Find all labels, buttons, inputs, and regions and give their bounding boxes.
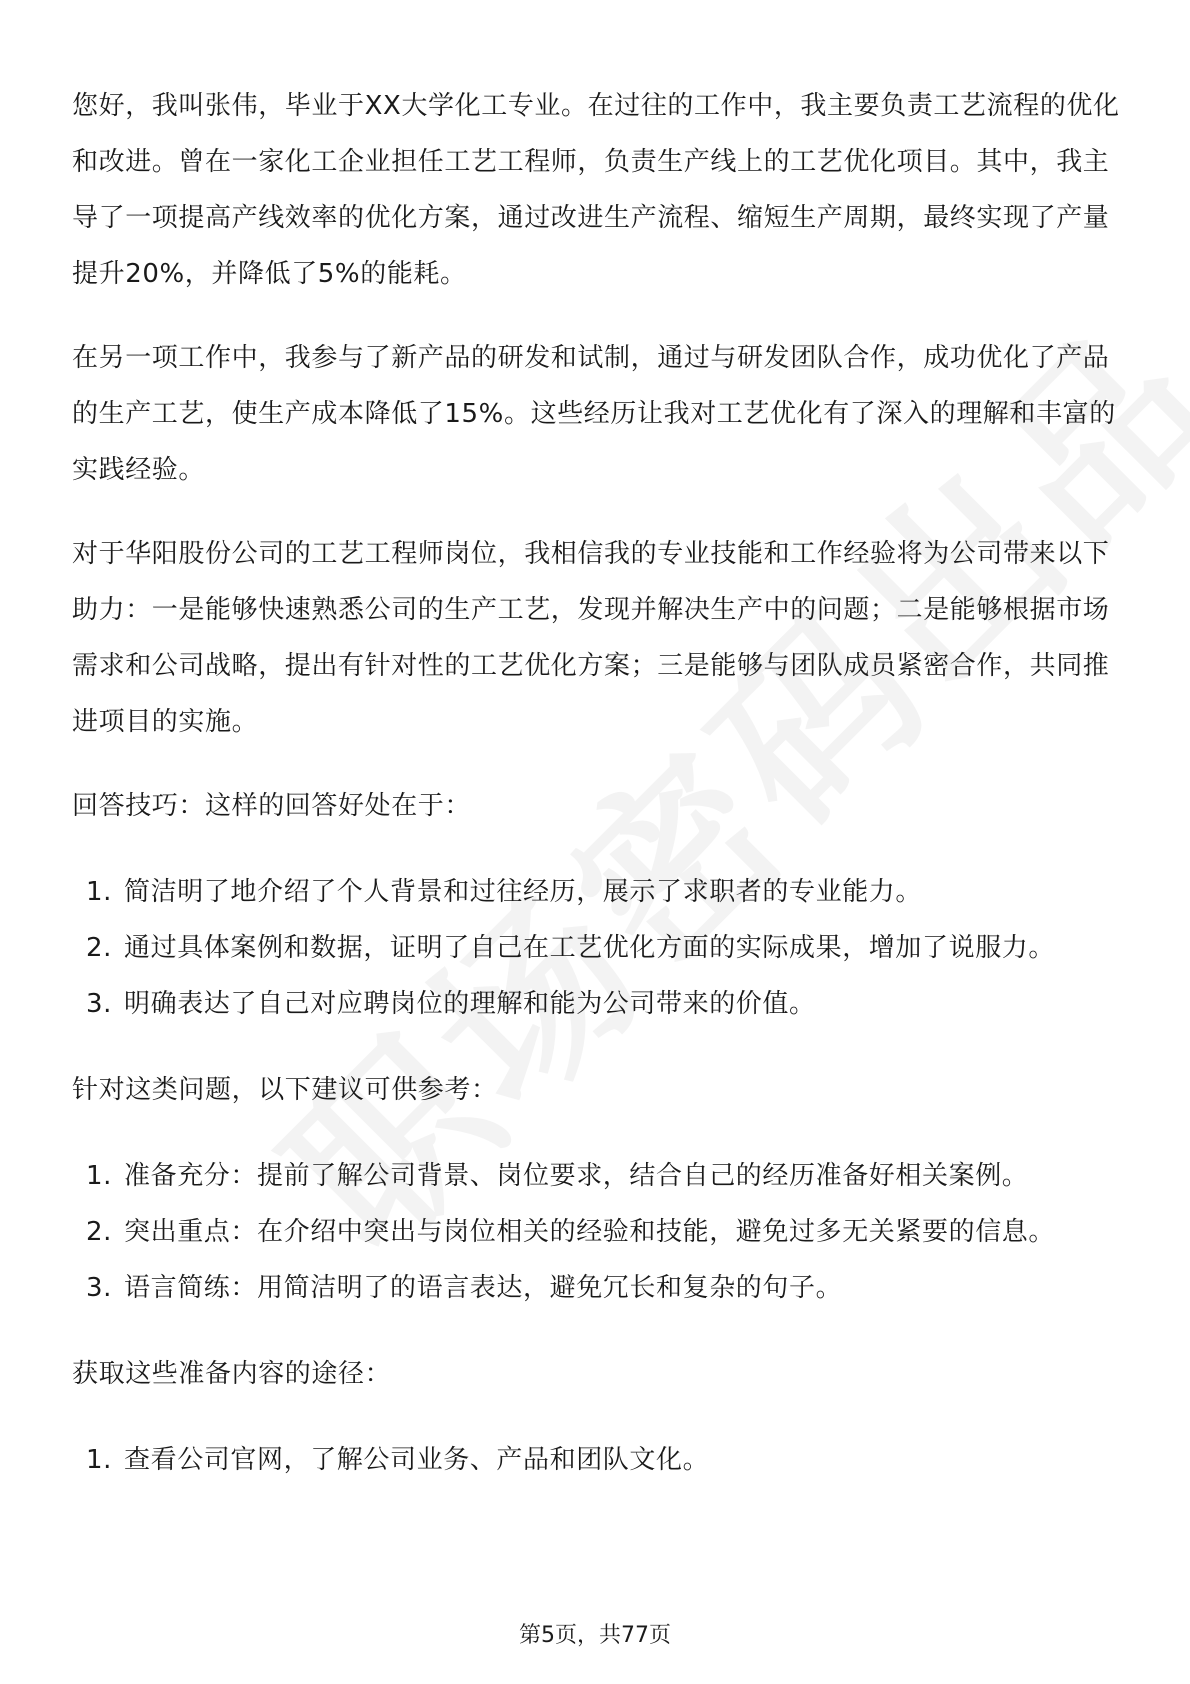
list-number: 1. [86,877,113,907]
sources-list [72,1432,1132,1488]
page-number-footer: 第5页，共77页 [519,1623,671,1648]
contribution-paragraph: 对于华阳股份公司的工艺工程师岗位，我相信我的专业技能和工作经验将为公司带来以下助力：一是能够快速熟悉公司的生产工艺，发现并解决生产中的问题；二是能够根据市场需求和公司战略，提出有针对性的工艺优化方案；三是能够与团队成员紧密合作，共同推进项目的实施。 [72,539,1110,737]
list-item [72,976,1132,1032]
list-item-text: 语言简练：用简洁明了的语言表达，避免冗长和复杂的句子。 [124,1273,843,1303]
list-item-text: 简洁明了地介绍了个人背景和过往经历，展示了求职者的专业能力。 [124,877,923,907]
list-number: 1. [86,1161,113,1191]
list-item [72,920,1132,976]
list-item [72,1204,1132,1260]
list-item-text: 突出重点：在介绍中突出与岗位相关的经验和技能，避免过多无关紧要的信息。 [124,1217,1056,1247]
list-item-text: 明确表达了自己对应聘岗位的理解和能为公司带来的价值。 [124,989,816,1019]
list-item-text: 查看公司官网，了解公司业务、产品和团队文化。 [124,1445,710,1475]
sources-heading: 获取这些准备内容的途径： [72,1359,392,1389]
tips-heading: 回答技巧：这样的回答好处在于： [72,791,472,821]
list-item [72,1148,1132,1204]
tips-list [72,864,1132,1032]
experience-paragraph: 在另一项工作中，我参与了新产品的研发和试制，通过与研发团队合作，成功优化了产品的生产工艺，使生产成本降低了15%。这些经历让我对工艺优化有了深入的理解和丰富的实践经验。 [72,343,1116,485]
list-item [72,1260,1132,1316]
list-item-text: 通过具体案例和数据，证明了自己在工艺优化方面的实际成果，增加了说服力。 [124,933,1056,963]
list-number: 2. [86,933,113,963]
advice-heading: 针对这类问题，以下建议可供参考： [72,1075,498,1105]
list-item [72,1432,1132,1488]
intro-paragraph: 您好，我叫张伟，毕业于XX大学化工专业。在过往的工作中，我主要负责工艺流程的优化和改进。曾在一家化工企业担任工艺工程师，负责生产线上的工艺优化项目。其中，我主导了一项提高产线效率的优化方案，通过改进生产流程、缩短生产周期，最终实现了产量提升20%，并降低了5%的能耗。 [72,91,1120,289]
list-item-text: 准备充分：提前了解公司背景、岗位要求，结合自己的经历准备好相关案例。 [124,1161,1029,1191]
list-number: 3. [86,989,113,1019]
list-number: 2. [86,1217,113,1247]
page-content [72,78,1132,1518]
list-number: 3. [86,1273,113,1303]
list-item [72,864,1132,920]
advice-list [72,1148,1132,1316]
list-number: 1. [86,1445,113,1475]
